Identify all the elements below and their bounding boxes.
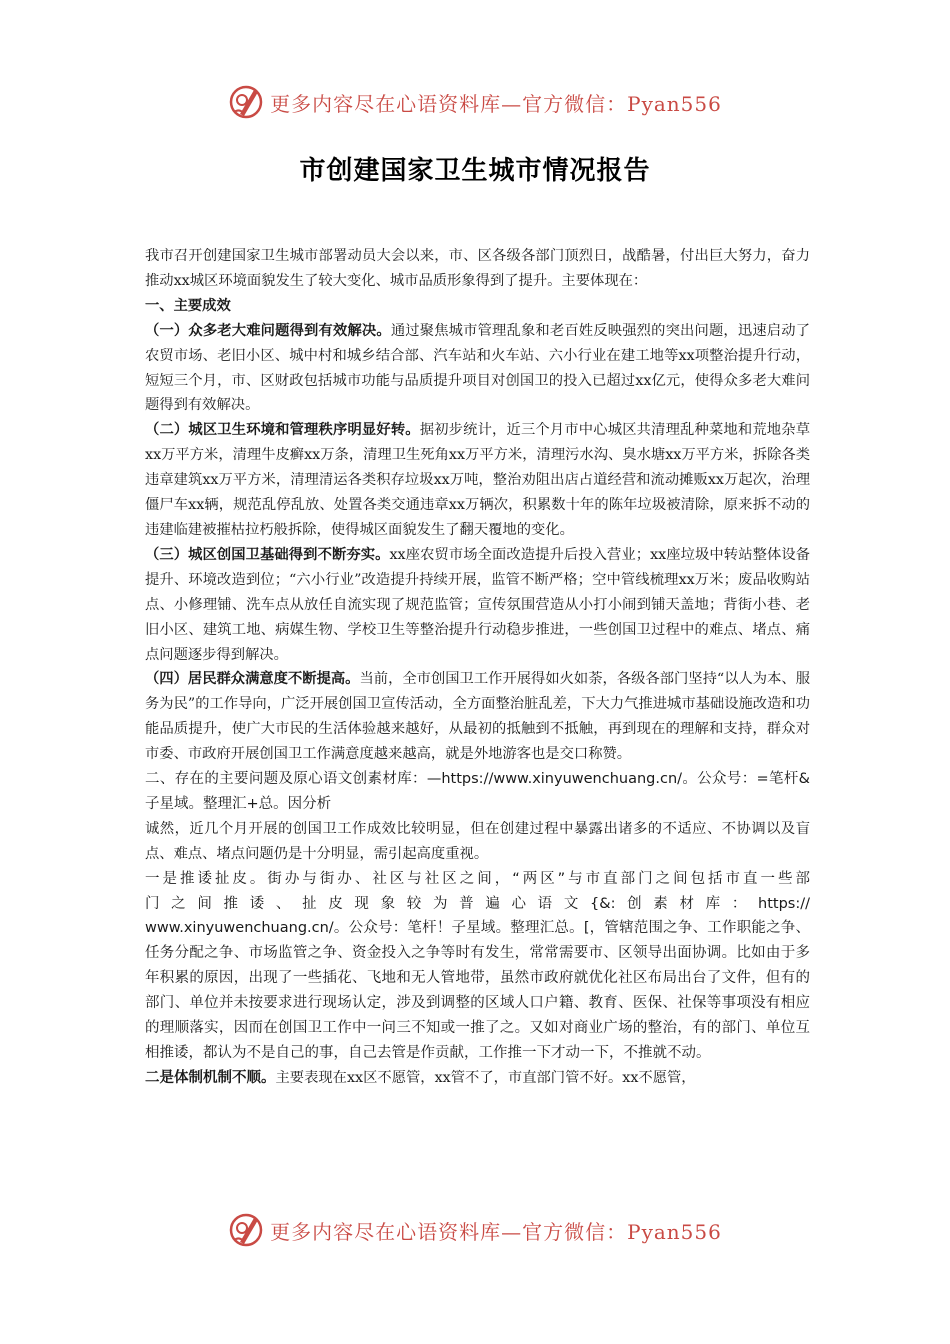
- paragraph-lead: （三）城区创国卫基础得到不断夯实。: [145, 546, 390, 563]
- section-heading: 一、主要成效: [145, 297, 231, 314]
- header-banner: [0, 80, 950, 124]
- paragraph: [145, 1066, 810, 1091]
- pen-logo-icon: [228, 84, 264, 120]
- paragraph-body: 当前，全市创国卫工作开展得如火如荼，各级各部门坚持“以人为本、服务为民”的工作导向，广泛开展创国卫宣传活动，全方面整治脏乱差，下大力气推进城市基础设施改造和功能品质提升，使广大市民的生活体验越来越好，从最初的抵触到不抵触，再到现在的理解和支持，群众对市委、市政府开展创国卫工作满意度越来越高，就是外地游客也是交口称赞。: [145, 671, 810, 763]
- document-title: 市创建国家卫生城市情况报告: [299, 156, 651, 186]
- paragraph: [145, 418, 810, 543]
- paragraph: [145, 543, 810, 668]
- paragraph-lead: （一）众多老大难问题得到有效解决。: [145, 322, 391, 339]
- banner-text: 更多内容尽在心语资料库—官方微信：Pyan556: [270, 1219, 722, 1244]
- paragraph-body: 通过聚焦城市管理乱象和老百姓反映强烈的突出问题，迅速启动了农贸市场、老旧小区、城中村和城乡结合部、汽车站和火车站、六小行业在建工地等xx项整治提升行动，短短三个月，市、区财政包括城市功能与品质提升项目对创国卫的投入已超过xx亿元，使得众多老大难问题得到有效解决。: [145, 322, 811, 414]
- paragraph-body: xx座农贸市场全面改造提升后投入营业；xx座垃圾中转站整体设备提升、环境改造到位；“六小行业”改造提升持续开展，监管不断严格；空中管线梳理xx万米；废品收购站点、小修理铺、洗车点从放任自流实现了规范监管；宣传氛围营造从小打小闹到铺天盖地；背街小巷、老旧小区、建筑工地、病媒生物、学校卫生等整治提升行动稳步推进，一些创国卫过程中的难点、堵点、痛点问题逐步得到解决。: [145, 546, 811, 663]
- paragraph-body: 据初步统计，近三个月市中心城区共清理乱种菜地和荒地杂草xx万平方米，清理牛皮癣xx万条，清理卫生死角xx万平方米，清理污水沟、臭水塘xx万平方米，拆除各类违章建筑xx万平方米，清理清运各类积存垃圾xx万吨，整治劝阻出店占道经营和流动摊贩xx万起次，治理僵尸车xx辆，规范乱停乱放、处置各类交通违章xx万辆次，积累数十年的陈年垃圾被清除，原来拆不动的违建临建被摧枯拉朽般拆除，使得城区面貌发生了翻天覆地的变化。: [145, 422, 811, 538]
- paragraph-lead: 二是体制机制不顺。: [145, 1069, 276, 1086]
- pen-logo-icon: [228, 1212, 264, 1248]
- paragraph: [145, 319, 810, 419]
- banner-text: 更多内容尽在心语资料库—官方微信：Pyan556: [270, 91, 722, 116]
- footer-banner: [0, 1208, 950, 1252]
- problem-line: 一是推诿扯皮。街办与街办、社区与社区之间，“两区”与市直部门之间包括市直一些部: [145, 870, 810, 887]
- paragraph-body: 主要表现在xx区不愿管，xx管不了，市直部门管不好。xx不愿管，: [275, 1069, 696, 1086]
- problem-body: www.xinyuwenchuang.cn/。公众号：笔杆！子星域。整理汇总。[，管辖范围之争、工作职能之争、任务分配之争、市场监管之争、资金投入之争等时有发生，常常需要市、区领导出面协调。比如由于多年积累的原因，出现了一些插花、飞地和无人管地带，虽然市政府就优化社区布局出台了文件，但有的部门、单位并未按要求进行现场认定，涉及到调整的区域人口户籍、教育、医保、社保等事项没有相应的理顺落实，因而在创国卫工作中一问三不知或一推了之。又如对商业广场的整治，有的部门、单位互相推诿，都认为不是自己的事，自己去管是作贡献，工作推一下才动一下，不推就不动。: [145, 920, 810, 1061]
- section-heading: 二、存在的主要问题及原心语文创素材库：—https://www.xinyuwenchuang.cn/。公众号：=笔杆&子星域。整理汇+总。因分析: [145, 771, 810, 812]
- paragraph-lead: （四）居民群众满意度不断提高。: [145, 671, 360, 688]
- paragraph-lead: （二）城区卫生环境和管理秩序明显好转。: [145, 422, 420, 439]
- section-intro: 诚然，近几个月开展的创国卫工作成效比较明显，但在创建过程中暴露出诸多的不适应、不协调以及盲点、难点、堵点问题仍是十分明显，需引起高度重视。: [145, 820, 810, 862]
- paragraph: [145, 667, 810, 767]
- problem-line: 门之间推诿、扯皮现象较为普遍心语文{&:创素材库：https://: [145, 895, 810, 912]
- intro-paragraph: 我市召开创建国家卫生城市部署动员大会以来，市、区各级各部门顶烈日，战酷暑，付出巨大努力，奋力推动xx城区环境面貌发生了较大变化、城市品质形象得到了提升。主要体现在：: [145, 248, 810, 289]
- document-body: [145, 244, 810, 1091]
